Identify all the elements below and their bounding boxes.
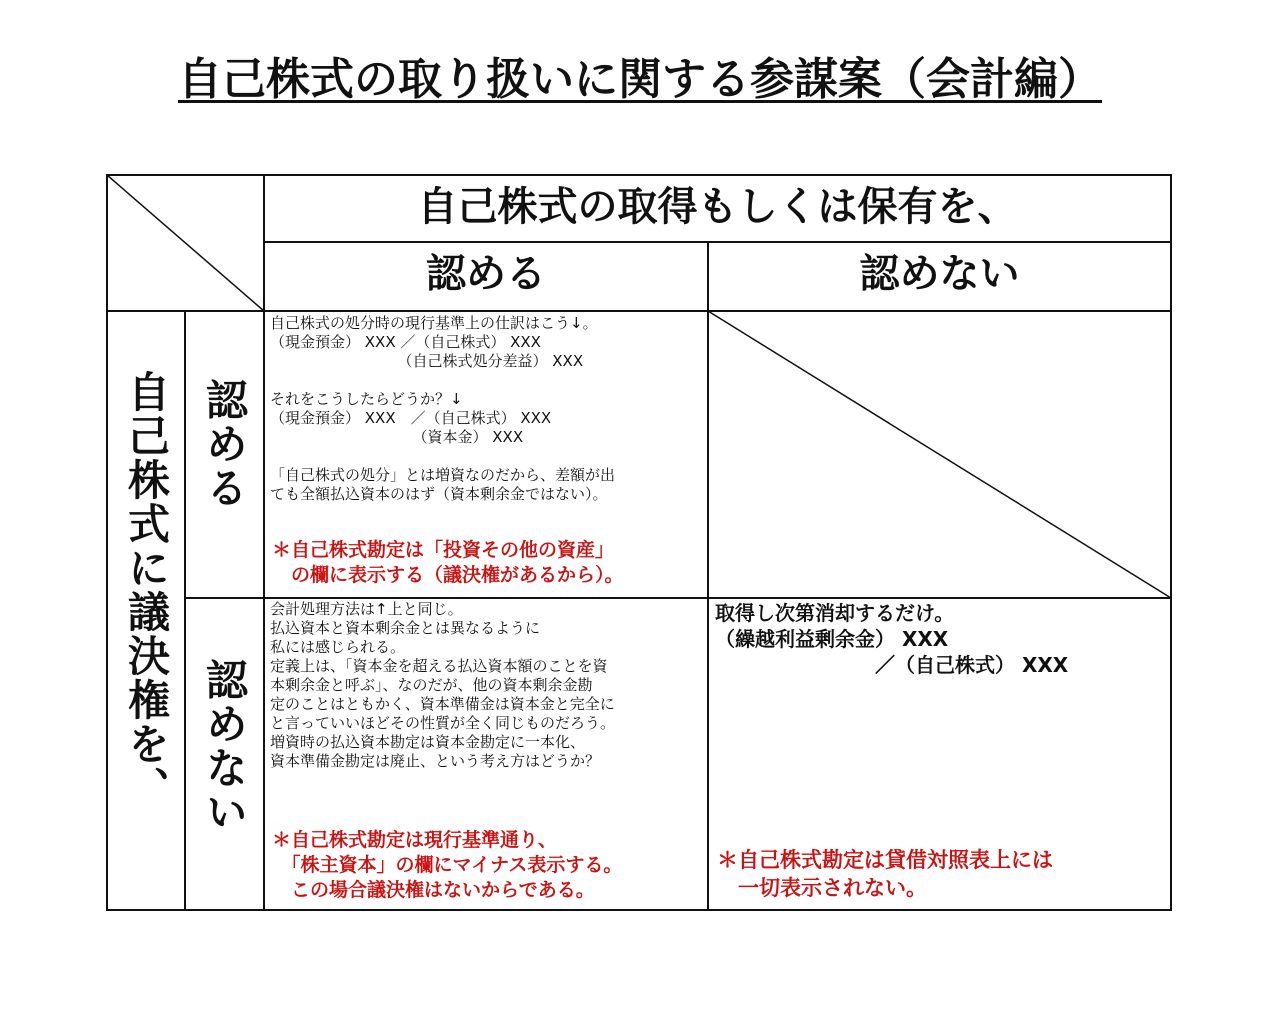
cell-yes-yes-block3 — [270, 466, 706, 504]
text-line: 払込資本と資本剰余金とは異なるように — [270, 619, 541, 637]
text-line: 私には感じられる。 — [270, 638, 406, 656]
text-line: それをこうしたらどうか？↓ — [270, 390, 463, 408]
page-title: 自己株式の取り扱いに関する参謀案（会計編） — [178, 54, 1102, 105]
text-line: 資本準備金勘定は廃止、という考え方はどうか？ — [270, 752, 601, 770]
cell-no-no — [715, 600, 1169, 908]
note-line: 一切表示されない。 — [717, 876, 927, 900]
text-line: 定のことはともかく、資本準備金は資本金と完全に — [270, 695, 615, 713]
text-line: （自己株式処分差益） XXX — [270, 352, 584, 370]
cell-yes-yes — [270, 314, 706, 597]
note-line: の欄に表示する（議決権があるから）。 — [272, 564, 624, 586]
text-line: ／（自己株式） XXX — [715, 653, 1069, 677]
text-line: 取得し次第消却するだけ。 — [715, 601, 955, 625]
corner-diagonal — [107, 175, 264, 311]
header-top-label: 自己株式の取得もしくは保有を、 — [417, 184, 1018, 230]
text-line: （資本金） XXX — [270, 428, 524, 446]
note-line: この場合議決権はないからである。 — [272, 879, 595, 901]
cell-no-no-block — [715, 600, 1169, 678]
note-line: ＊自己株式勘定は「投資その他の資産」 — [272, 539, 615, 561]
cell-no-no-note — [717, 846, 1053, 902]
cell-no-yes-block — [270, 600, 706, 771]
note-line: ＊自己株式勘定は現行基準通り、 — [272, 829, 558, 851]
cell-yes-yes-block1 — [270, 314, 706, 371]
cell-yes-yes-note — [272, 538, 624, 588]
text-line: 「自己株式の処分」とは増資なのだから、差額が出 — [270, 466, 616, 484]
text-line: と言っていいほどその性質が全く同じものだろう。 — [270, 714, 616, 732]
cell-no-yes-note — [272, 828, 622, 903]
text-line: 会計処理方法は↑上と同じ。 — [270, 600, 463, 618]
text-line: （現金預金） XXX ／（自己株式） XXX — [270, 333, 541, 351]
note-line: 「株主資本」の欄にマイナス表示する。 — [272, 854, 623, 876]
text-line: （現金預金） XXX ／（自己株式） XXX — [270, 409, 552, 427]
text-line: （繰越利益剰余金） XXX — [715, 627, 949, 651]
empty-cell-diagonal — [708, 311, 1171, 598]
cell-yes-yes-block2 — [270, 390, 706, 447]
header-col-no: 認めない — [859, 251, 1020, 297]
header-col-yes: 認める — [426, 251, 546, 297]
row-label-no: 認めない — [200, 658, 249, 834]
text-line: 本剰余金と呼ぶ」、なのだが、他の資本剰余金勘 — [270, 676, 593, 694]
cell-no-yes — [270, 600, 706, 908]
row-label-yes: 認める — [200, 378, 249, 510]
text-line: 増資時の払込資本勘定は資本金勘定に一本化、 — [270, 733, 586, 751]
text-line: 自己株式の処分時の現行基準上の仕訳はこう↓。 — [270, 314, 598, 332]
note-line: ＊自己株式勘定は貸借対照表上には — [717, 848, 1053, 872]
text-line: 定義上は、「資本金を超える払込資本額のことを資 — [270, 657, 608, 675]
text-line: ても全額払込資本のはず（資本剰余金ではない）。 — [270, 485, 608, 503]
row-outer-label: 自己株式に議決権を、 — [122, 370, 171, 810]
